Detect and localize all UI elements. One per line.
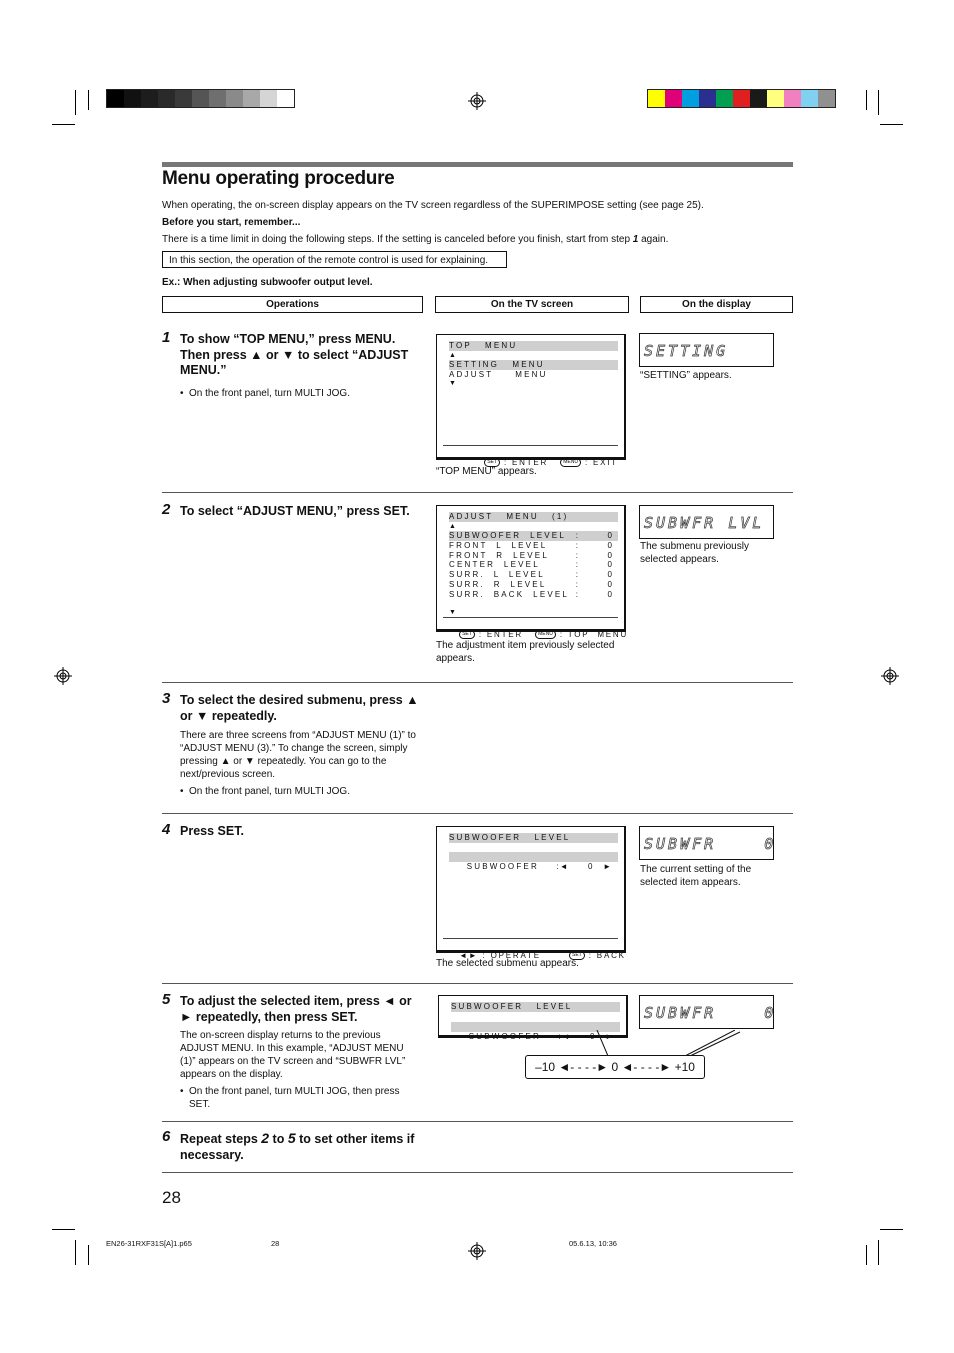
tv-adjust-row-colon: : [575,540,578,550]
remember-text-b: again. [638,234,669,245]
tv-adjust-row-label: SURR. BACK LEVEL [449,589,570,599]
crop-mark [878,90,879,115]
front-display [639,995,777,1029]
step-number: 6 [162,1128,171,1145]
tv-footer-top-menu: : TOP MENU [555,630,629,639]
step-divider [162,813,793,814]
step-ref: 2 [261,1130,270,1146]
example-label: Ex.: When adjusting subwoofer output level. [162,277,373,288]
footer-filename: EN26-31RXF31S[A]1.p65 [106,1239,192,1248]
color-swatch [784,90,801,107]
footer-page: 28 [271,1239,280,1248]
step-number: 5 [162,991,171,1008]
color-swatch [665,90,682,107]
gray-swatch [158,90,175,107]
tv-adjust-row-colon: : [575,570,578,580]
tv-adjust-row [449,580,618,590]
step-2-heading: To select “ADJUST MENU,” press SET. [180,504,410,518]
front-display [639,826,777,860]
column-header-operations: Operations [162,296,423,313]
crop-mark [52,1229,75,1230]
tv-adjust-row-colon: : [575,531,578,540]
remember-step-ref: 1 [632,234,639,245]
remember-text [162,233,802,246]
gray-swatch [107,90,124,107]
tv-footer [443,938,626,960]
tv-screen-subwoofer-level [436,826,626,960]
gray-swatch [124,90,141,107]
crop-mark [75,90,76,115]
tv-adjust-row-value: 0 [607,560,612,570]
tv-adjust-row-value: 0 [607,570,612,580]
menu-key-icon: MENU [560,458,581,467]
step-divider [162,983,793,984]
step-1-heading: To show “TOP MENU,” press MENU. Then press ▲ or ▼ to select “ADJUST MENU.” [180,332,409,377]
tv-footer [443,445,618,467]
tv-adjust-row-colon: : [575,589,578,599]
tv-menu-title: SUBWOOFER LEVEL [451,1002,620,1012]
display-text: SUBWFR 0 [644,835,777,853]
step-number: 4 [162,821,171,838]
step-3-bullet: • On the front panel, turn MULTI JOG. [180,785,425,798]
tv-adjust-row [449,531,618,541]
step-divider [162,492,793,493]
color-swatch [818,90,835,107]
crop-mark [878,1240,879,1265]
tv-screen-top-menu [436,334,626,467]
menu-key-icon: MENU [535,630,556,639]
tv-footer [443,617,629,639]
step-3-heading: To select the desired submenu, press ▲ or ▼ repeatedly. [180,693,419,723]
subwoofer-label: SUBWOOFER [468,1032,541,1041]
display-text: SETTING [644,342,729,360]
registration-mark-icon [468,92,486,110]
crop-mark [880,124,903,125]
step-3-body: There are three screens from “ADJUST MENU (1)” to “ADJUST MENU (3).” To change the screen, simply pressing ▲ or ▼ repeatedly. You can go to the next/previous screen. [180,730,416,780]
step-number: 1 [162,329,171,346]
crop-mark [75,1240,76,1265]
gray-swatch [277,90,294,107]
subwoofer-label: SUBWOOFER [466,862,539,871]
color-swatch [733,90,750,107]
column-header-tv-screen: On the TV screen [435,296,629,313]
gray-swatch [209,90,226,107]
registration-mark-icon [54,667,72,685]
step-ref: 5 [287,1130,296,1146]
step-5-body: The on-screen display returns to the previous ADJUST MENU. In this example, “ADJUST MENU (1)” appears on the TV screen and “SUBWFR LVL” appears on the display. [180,1030,406,1080]
display-text: SUBWFR LVL [644,514,765,532]
tv-adjust-row [449,560,618,570]
footer-date: 05.6.13, 10:36 [569,1239,617,1248]
tv-menu-title: SUBWOOFER LEVEL [449,833,618,843]
note-box: In this section, the operation of the remote control is used for explaining. [162,251,507,268]
tv-adjust-row-value: 0 [607,540,612,550]
gray-swatch [226,90,243,107]
step-6-heading [180,1131,425,1163]
color-swatch [716,90,733,107]
gray-swatch [243,90,260,107]
crop-mark [866,1245,867,1265]
tv-adjust-row-value: 0 [607,580,612,589]
column-header-display: On the display [640,296,793,313]
gray-swatch [260,90,277,107]
tv-adjust-row-value: 0 [607,550,612,560]
front-display [639,333,774,367]
step-number: 2 [162,501,171,518]
subwoofer-value: :◄ 0 ► [556,862,612,871]
step-divider [162,1172,793,1173]
set-key-icon: SET [484,458,500,467]
tv-adjust-row [449,590,618,600]
tv-adjust-row [449,551,618,561]
set-key-icon: SET [459,630,475,639]
color-swatch [767,90,784,107]
step-6-text-c: to set other items if necessary. [180,1132,415,1162]
remember-label: Before you start, remember... [162,217,301,228]
tv-menu-title: ADJUST MENU (1) [449,512,618,522]
tv-footer-exit: : EXIT [580,458,618,467]
step-6-text-b: to [269,1132,288,1146]
tv-footer-back: : BACK [584,951,626,960]
display-caption: “SETTING” appears. [640,370,732,381]
tv-adjust-row-label: FRONT R LEVEL [449,550,549,560]
intro-text: When operating, the on-screen display appears on the TV screen regardless of the SUPERIMPOSE setting (see page 25). [162,200,704,211]
remember-text-a: There is a time limit in doing the following steps. If the setting is canceled before you finish, start from step [162,234,633,245]
tv-adjust-row [449,570,618,580]
tv-caption: “TOP MENU” appears. [436,466,537,477]
tv-footer-enter: : ENTER [499,458,561,467]
scroll-up-icon: ▲ [449,352,456,359]
color-swatch [801,90,818,107]
tv-adjust-row-colon: : [575,560,578,570]
tv-screen-adjust-menu [436,505,629,639]
step-6-text-a: Repeat steps [180,1132,262,1146]
scroll-down-icon: ▼ [449,380,456,387]
color-swatch [699,90,716,107]
tv-footer-operate: ◄► : OPERATE [459,951,569,960]
color-swatch [648,90,665,107]
step-5-heading: To adjust the selected item, press ◄ or ► repeatedly, then press SET. [180,994,412,1024]
page-title: Menu operating procedure [162,168,395,189]
value-range-indicator: –10 ◄- - - -► 0 ◄- - - -► +10 [525,1055,705,1079]
scroll-up-icon: ▲ [449,523,456,530]
gray-swatch [141,90,158,107]
display-caption: The submenu previously selected appears. [640,541,749,565]
tv-caption: The selected submenu appears. [436,958,579,969]
step-5-bullet: • On the front panel, turn MULTI JOG, then press SET. [180,1085,420,1111]
scroll-down-icon: ▼ [449,609,456,616]
crop-mark [88,90,89,110]
set-key-icon: SET [569,951,585,960]
step-1-bullet: • On the front panel, turn MULTI JOG. [180,387,425,400]
tv-caption: The adjustment item previously selected appears. [436,640,615,664]
tv-adjust-row-colon: : [575,550,578,560]
step-divider [162,682,793,683]
gray-swatch [192,90,209,107]
step-number: 3 [162,690,171,707]
color-swatch [682,90,699,107]
tv-footer-enter: : ENTER [474,630,536,639]
color-swatch [750,90,767,107]
tv-menu-item-subwoofer [449,852,618,871]
title-bar [162,162,793,167]
process-color-bar [647,89,836,108]
tv-adjust-row-value: 0 [607,589,612,599]
tv-menu-item-setting: SETTING MENU [449,360,618,370]
display-text: SUBWFR 0 [644,1004,777,1022]
tv-adjust-row-value: 0 [607,531,612,540]
front-display [639,505,774,539]
registration-mark-icon [468,1242,486,1260]
tv-menu-title: TOP MENU [449,341,618,351]
tv-adjust-row-label: FRONT L LEVEL [449,540,548,550]
tv-adjust-row-label: SURR. L LEVEL [449,570,545,580]
crop-mark [52,124,75,125]
tv-menu-item-adjust: ADJUST MENU [449,370,548,379]
tv-adjust-row [449,541,618,551]
crop-mark [880,1229,903,1230]
tv-adjust-row-label: SUBWOOFER LEVEL [449,531,566,540]
subwoofer-value: :◄ 0 ► [558,1032,614,1041]
registration-mark-icon [881,667,899,685]
tv-adjust-row-colon: : [575,580,578,589]
display-caption: The current setting of the selected item appears. [640,864,752,888]
step-4-heading: Press SET. [180,824,244,838]
grayscale-color-bar [106,89,295,108]
tv-adjust-row-label: SURR. R LEVEL [449,580,547,589]
page-number: 28 [162,1188,181,1207]
step-divider [162,1121,793,1122]
crop-mark [866,90,867,110]
gray-swatch [175,90,192,107]
tv-adjust-row-label: CENTER LEVEL [449,560,540,570]
crop-mark [88,1245,89,1265]
